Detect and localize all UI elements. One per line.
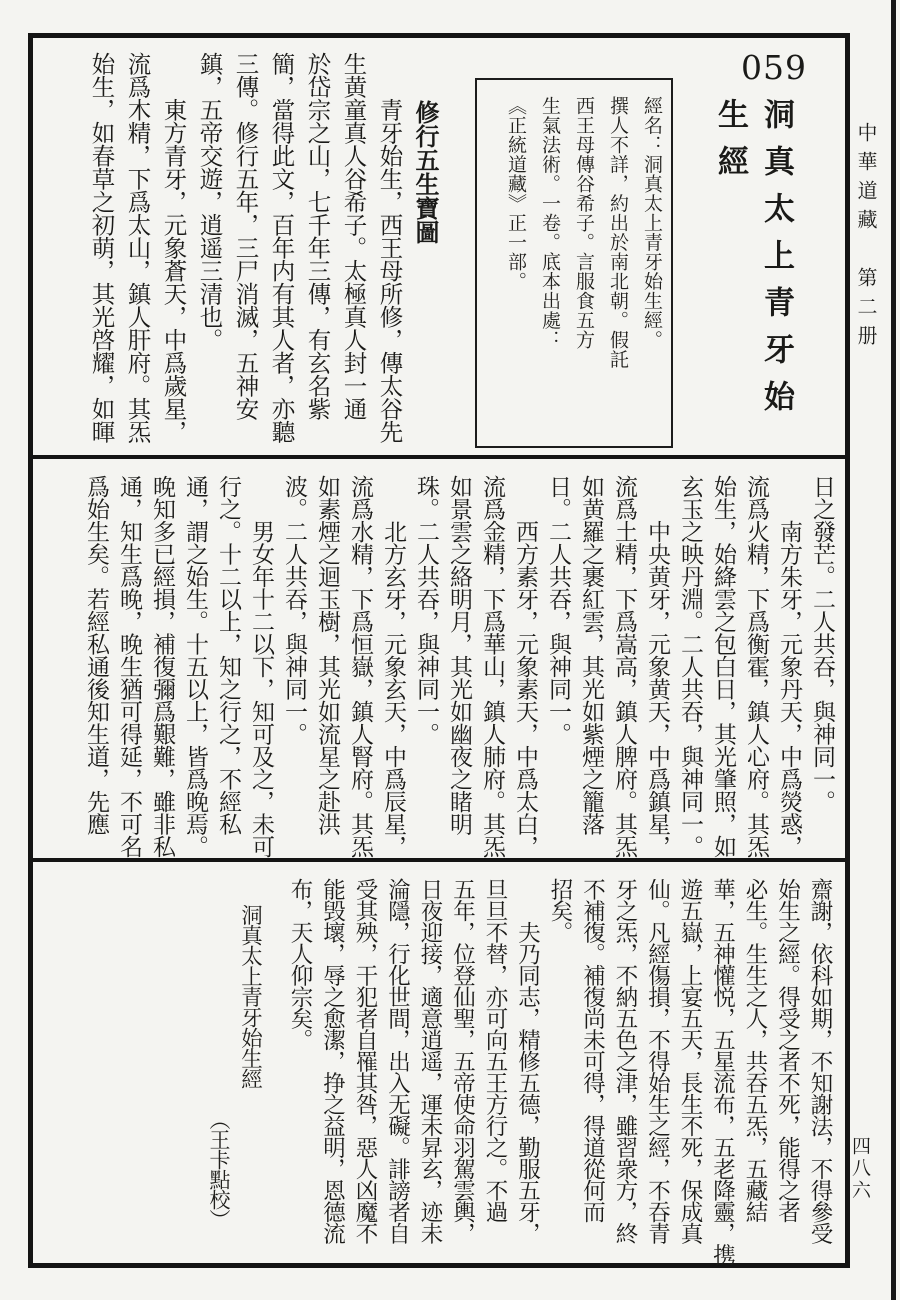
text-column: 如景雲之絡明月，其光如幽夜之睹明: [446, 475, 472, 835]
scripture-title-block: [693, 48, 833, 453]
text-column: 受其殃，干犯者自罹其咎，惡人凶魔不: [352, 878, 378, 1244]
text-column: 鎮，五帝交遊，逍遥三清也。: [195, 52, 224, 351]
text-column: 三傳。修行五年，三尸消滅，五神安: [231, 52, 260, 420]
text-column: 男女年十二以下，知可及之，未可: [248, 475, 274, 858]
end-title: 洞真太上青牙始生經: [238, 903, 263, 1089]
abstract-column: 《正統道藏》正一部。: [505, 96, 526, 291]
volume-label: 中華道藏 第二册: [854, 122, 878, 354]
text-column: 波。二人共吞，與神同一。: [281, 475, 307, 745]
text-column: 布，天人仰宗矣。: [287, 878, 313, 1050]
middle-text-columns: [41, 475, 835, 858]
text-column: 始生之經。得受之者不死，能得之者: [774, 878, 801, 1222]
text-column: 始生，始絳雲之包白日，其光肇照，如: [710, 475, 736, 858]
text-column: 招矣。: [547, 878, 573, 943]
text-column: 通，謂之始生。十五以上，皆爲晚焉。: [182, 475, 208, 858]
text-column: 流爲水精，下爲恒嶽，鎮人腎府。其炁: [347, 475, 373, 858]
text-column: 華，五神懽悦，五星流布，五老降靈，携: [709, 878, 736, 1265]
text-column: 行之。十二以上，知之行之，不經私: [215, 475, 241, 835]
text-column: 爲始生矣。若經私通後知生道，先應: [83, 475, 109, 835]
text-column: 齋謝，依科如期，不知謝法，不得參受: [807, 878, 833, 1244]
text-column: 流爲土精，下爲嵩高，鎮人脾府。其炁: [611, 475, 637, 858]
register-top: [33, 38, 845, 459]
page-number: 四八六: [849, 1136, 871, 1202]
text-column: 玄玉之映丹淵。二人共吞，與神同一。: [677, 475, 703, 858]
text-column: 流爲木精，下爲太山，鎮人肝府。其炁: [123, 52, 152, 443]
scripture-title-line1: 洞真太上青牙始: [758, 98, 794, 427]
page-frame: [28, 33, 850, 1268]
text-column: 東方青牙，元象蒼天，中爲歲星，: [159, 52, 188, 443]
scripture-title-line2: 生經: [712, 98, 748, 192]
text-column: 始生，如春草之初萌，其光啓耀，如暉: [87, 52, 116, 443]
text-column: 牙之炁，不納五色之津，雖習衆方，終: [612, 878, 638, 1244]
text-column: 夫乃同志，精修五德，勤服五牙，: [514, 878, 541, 1244]
text-column: 青牙始生，西王母所修，傳太谷先: [375, 52, 404, 443]
text-column: 中央黄牙，元象黄天，中爲鎮星，: [644, 475, 670, 858]
text-column: 如素煙之迴玉樹，其光如流星之赴洪: [314, 475, 340, 835]
scripture-title: [699, 98, 794, 427]
register-middle: [33, 463, 845, 862]
text-column: 日夜迎接，適意逍遥，運未昇玄，迹未: [417, 878, 443, 1244]
text-column: 西方素牙，元象素天，中爲太白，: [512, 475, 538, 858]
abstract-column: 撰人不詳，約出於南北朝。假託: [607, 96, 628, 369]
text-column: 必生。生生之人，共吞五炁，五藏結: [742, 878, 768, 1222]
section-heading: 修行五生寶圖: [411, 100, 440, 244]
bottom-register-text: [41, 878, 833, 1265]
top-register-text: [41, 52, 673, 449]
text-column: 北方玄牙，元象玄天，中爲辰星，: [380, 475, 406, 858]
text-column: 通，知生爲晚，晚生猶可得延，不可名: [116, 475, 142, 858]
text-column: 遊五嶽，上宴五天，長生不死，保成真: [677, 878, 703, 1244]
abstract-column: 經名：洞真太上青牙始生經。: [641, 96, 662, 350]
text-column: 流爲火精，下爲衡霍，鎮人心府。其炁: [743, 475, 769, 858]
abstract-column: 生氣法術。一卷。底本出處：: [539, 96, 560, 350]
text-column: 日之發芒。二人共吞，與神同一。: [809, 475, 835, 813]
text-column: 不補復。補復尚未可得，得道從何而: [579, 878, 606, 1222]
text-column: 晚知多已經損，補復彌爲艱難，雖非私: [149, 475, 175, 858]
abstract-box: [475, 78, 673, 448]
text-column: 簡，當得此文，百年内有其人者，亦聽: [267, 52, 296, 443]
register-bottom: [33, 866, 845, 1263]
text-column: 如黄羅之裹紅雲，其光如紫煙之籠落: [578, 475, 604, 835]
text-column: 能毁壞，辱之愈潔，挣之益明，恩德流: [319, 878, 346, 1244]
text-column: 南方朱牙，元象丹天，中爲熒惑，: [776, 475, 802, 858]
editor-colophon: （王卡點校）: [207, 1109, 231, 1229]
text-column: 流爲金精，下爲華山，鎮人肺府。其炁: [479, 475, 505, 858]
page-edge-line: [891, 0, 896, 1300]
scripture-number: 059: [741, 48, 807, 87]
text-column: 珠。二人共吞，與神同一。: [413, 475, 439, 745]
abstract-columns: [506, 96, 661, 438]
abstract-column: 西王母傳谷希子。言服食五方: [573, 96, 594, 350]
text-column: 仙。凡經傷損，不得始生之經，不吞青: [644, 878, 671, 1244]
text-column: 日。二人共吞，與神同一。: [545, 475, 571, 745]
text-column: 五年，位登仙聖，五帝使命羽駕雲輿，: [449, 878, 476, 1244]
text-column: 淪隱，行化世間，出入无礙。誹謗者自: [384, 878, 411, 1244]
text-column: 於岱宗之山，七千年三傳，有玄名紫: [303, 52, 332, 420]
text-column: 旦旦不替，亦可向五王方行之。不過: [482, 878, 508, 1222]
text-column: 生黄童真人谷希子。太極真人封一通: [339, 52, 368, 420]
